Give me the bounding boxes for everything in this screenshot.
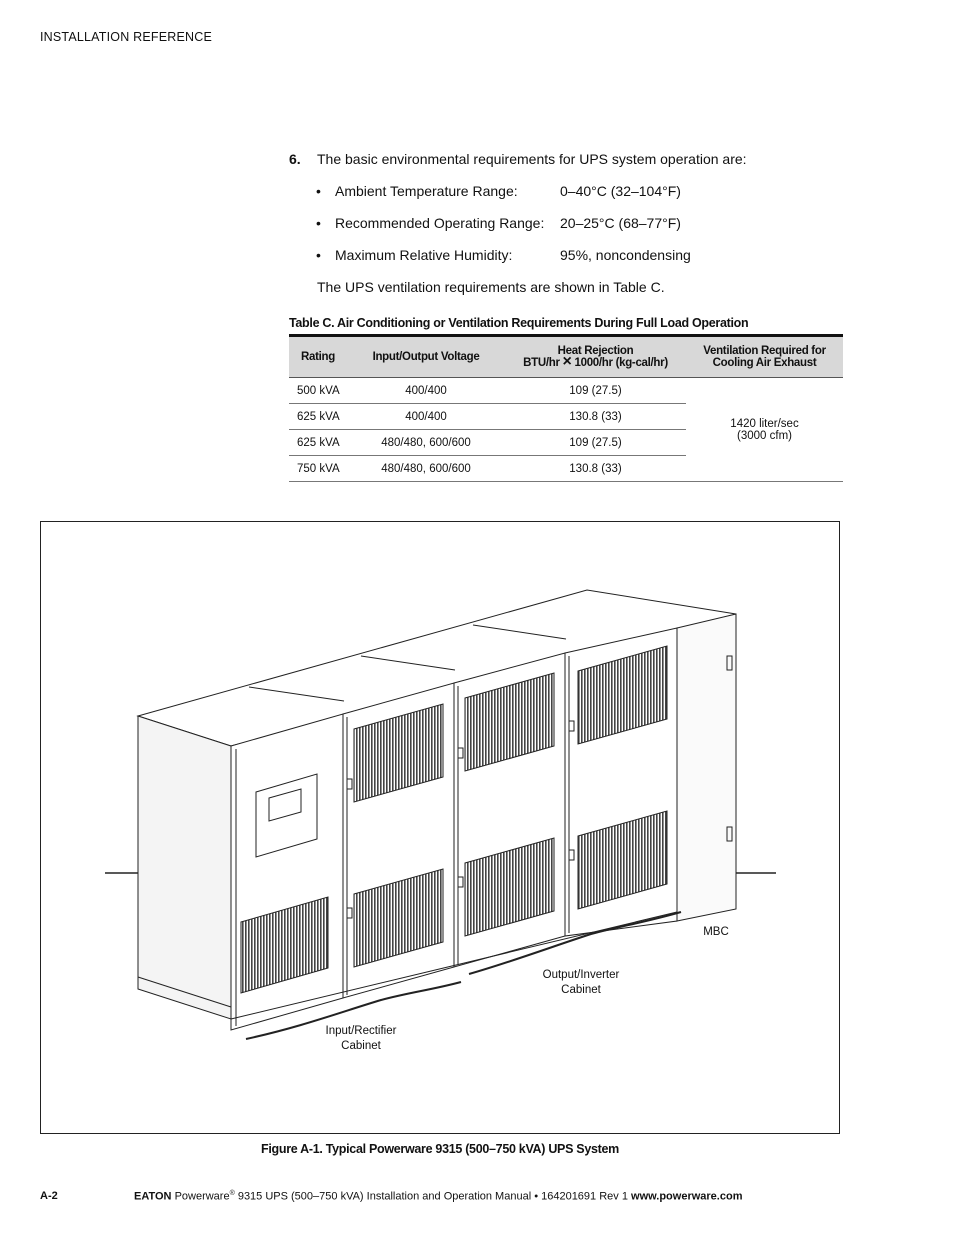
label-input-line1: Input/Rectifier xyxy=(325,1025,397,1037)
ventilation-value-line2: (3000 cfm) xyxy=(737,429,792,442)
col-header-rating: Rating xyxy=(289,336,347,378)
ups-system-illustration xyxy=(41,522,839,1133)
cell-voltage: 400/400 xyxy=(347,378,505,404)
label-input-rectifier-cabinet xyxy=(311,1024,411,1054)
footer-title: 9315 UPS (500–750 kVA) Installation and Operation Manual • 164201691 Rev 1 xyxy=(234,1190,632,1203)
step-number: 6. xyxy=(289,151,301,167)
bullet-symbol: • xyxy=(316,183,321,199)
figure-caption: Figure A-1. Typical Powerware 9315 (500–750 kVA) UPS System xyxy=(261,1142,619,1156)
table-header-row xyxy=(289,336,843,378)
ventilation-table xyxy=(289,334,843,482)
table-title: Table C. Air Conditioning or Ventilation Requirements During Full Load Operation xyxy=(289,316,749,330)
footer-brand: EATON xyxy=(134,1190,172,1203)
cell-ventilation xyxy=(686,378,843,482)
cell-voltage: 480/480, 600/600 xyxy=(347,456,505,482)
vent-header-line1: Ventilation Required for xyxy=(703,345,826,357)
bullet-label: Recommended Operating Range: xyxy=(335,215,545,231)
running-header: INSTALLATION REFERENCE xyxy=(40,30,213,44)
label-output-inverter-cabinet xyxy=(531,968,631,998)
cell-heat: 109 (27.5) xyxy=(505,378,686,404)
table-row xyxy=(289,378,843,404)
page-number: A-2 xyxy=(40,1190,58,1202)
col-header-heat-rejection xyxy=(505,336,686,378)
footer-product: Powerware xyxy=(174,1190,230,1203)
bullet-symbol: • xyxy=(316,215,321,231)
step-text: The basic environmental requirements for UPS system operation are: xyxy=(317,151,747,167)
footer-reg-mark: ® xyxy=(229,1190,235,1197)
cell-rating: 500 kVA xyxy=(289,378,347,404)
bullet-value: 95%, noncondensing xyxy=(560,247,691,263)
bullet-label: Maximum Relative Humidity: xyxy=(335,247,513,263)
heat-header-line2 xyxy=(509,353,682,370)
col-header-ventilation xyxy=(686,336,843,378)
col-header-voltage: Input/Output Voltage xyxy=(347,336,505,378)
label-input-line2: Cabinet xyxy=(341,1040,381,1052)
cell-heat: 109 (27.5) xyxy=(505,430,686,456)
label-output-line2: Cabinet xyxy=(561,984,601,996)
heat-unit-a: BTU/hr xyxy=(523,357,560,369)
multiply-symbol: × xyxy=(562,353,572,370)
cell-voltage: 480/480, 600/600 xyxy=(347,430,505,456)
cell-heat: 130.8 (33) xyxy=(505,404,686,430)
bullet-label: Ambient Temperature Range: xyxy=(335,183,518,199)
footer-url: www.powerware.com xyxy=(631,1190,743,1203)
label-output-line1: Output/Inverter xyxy=(542,969,620,981)
heat-unit-b: 1000/hr (kg-cal/hr) xyxy=(574,357,668,369)
cell-rating: 625 kVA xyxy=(289,404,347,430)
vent-header-line2: Cooling Air Exhaust xyxy=(712,357,817,369)
heat-header-line1: Heat Rejection xyxy=(557,345,634,357)
cell-heat: 130.8 (33) xyxy=(505,456,686,482)
cell-rating: 750 kVA xyxy=(289,456,347,482)
bullet-symbol: • xyxy=(316,247,321,263)
cell-voltage: 400/400 xyxy=(347,404,505,430)
label-mbc: MBC xyxy=(703,926,729,938)
cell-rating: 625 kVA xyxy=(289,430,347,456)
figure-box xyxy=(40,521,840,1134)
footer-text xyxy=(134,1190,742,1203)
ventilation-value-line1: 1420 liter/sec xyxy=(730,417,799,430)
bullet-value: 0–40°C (32–104°F) xyxy=(560,183,681,199)
table-reference-note: The UPS ventilation requirements are shown in Table C. xyxy=(317,279,665,295)
bullet-value: 20–25°C (68–77°F) xyxy=(560,215,681,231)
